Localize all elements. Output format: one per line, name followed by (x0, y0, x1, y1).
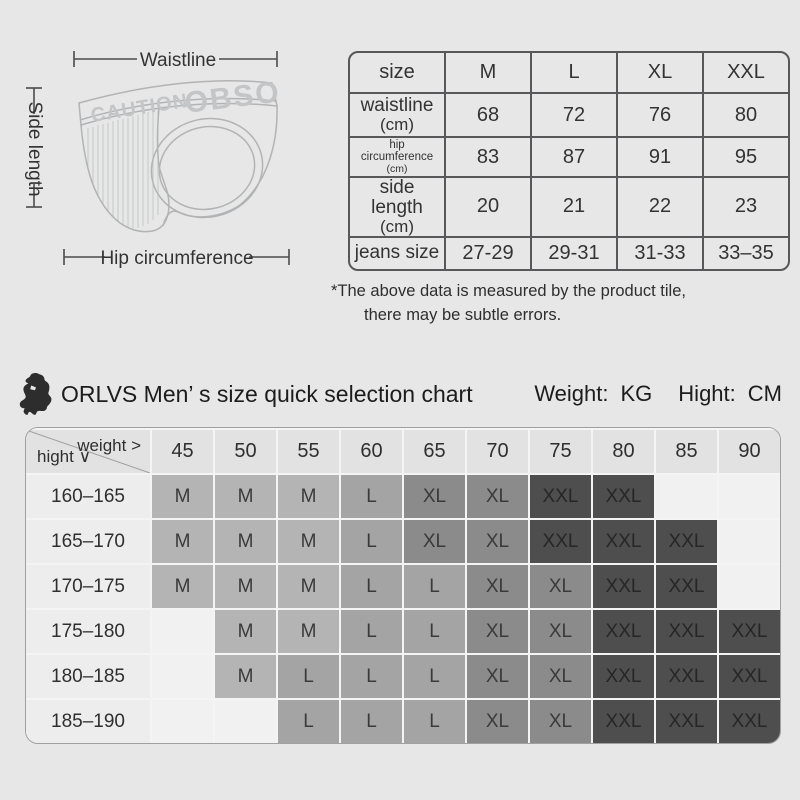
grid-size-cell: XXL (591, 563, 654, 608)
measurement-diagram (0, 0, 335, 300)
grid-size-cell: L (339, 473, 402, 518)
underwear-illustration (79, 75, 282, 231)
grid-weight-header: 80 (591, 428, 654, 473)
grid-size-cell: M (276, 518, 339, 563)
grid-size-cell: M (213, 608, 276, 653)
note-line-1: *The above data is measured by the product tile, (331, 282, 686, 300)
grid-row (26, 653, 780, 698)
grid-size-cell: XXL (528, 518, 591, 563)
waistband-caution-text: CAUTION (89, 89, 190, 127)
size-selection-grid (25, 427, 781, 744)
grid-size-cell: L (339, 518, 402, 563)
grid-size-cell: XXL (654, 563, 717, 608)
size-table-col-header: L (530, 53, 616, 92)
size-table-value: 91 (616, 136, 702, 176)
grid-height-label: 175–180 (26, 608, 150, 653)
size-table-value: 29-31 (530, 236, 616, 269)
grid-corner-cell (26, 428, 150, 473)
size-table-row (350, 236, 788, 269)
row-label-unit: (cm) (380, 115, 414, 135)
grid-size-cell (150, 698, 213, 743)
selection-chart-header (16, 370, 782, 418)
size-table-value: 83 (444, 136, 530, 176)
grid-size-cell (717, 518, 780, 563)
grid-weight-header: 65 (402, 428, 465, 473)
size-spec-table (348, 51, 790, 271)
size-table-value: 95 (702, 136, 788, 176)
size-table-row-label (350, 176, 444, 236)
waistband-brand-text: OBSO (182, 75, 283, 120)
grid-weight-header: 70 (465, 428, 528, 473)
grid-weight-header: 90 (717, 428, 780, 473)
grid-size-cell: M (213, 653, 276, 698)
size-table-value: 80 (702, 92, 788, 136)
grid-size-cell: XXL (528, 473, 591, 518)
size-table-row (350, 92, 788, 136)
grid-size-cell: XXL (717, 608, 780, 653)
size-table-value: 23 (702, 176, 788, 236)
size-table-col-header: XL (616, 53, 702, 92)
size-table-col-header: XXL (702, 53, 788, 92)
grid-row (26, 563, 780, 608)
height-label: Hight: (678, 381, 736, 406)
size-table-value: 72 (530, 92, 616, 136)
grid-size-cell: L (402, 653, 465, 698)
grid-size-cell: XL (465, 608, 528, 653)
height-unit: CM (747, 381, 782, 406)
grid-size-cell: XXL (591, 698, 654, 743)
size-table-row (350, 176, 788, 236)
grid-weight-header: 45 (150, 428, 213, 473)
size-table-row-label (350, 92, 444, 136)
grid-size-cell: XXL (717, 653, 780, 698)
grid-size-cell (213, 698, 276, 743)
grid-size-cell: XL (528, 608, 591, 653)
pouch-ribbing (88, 110, 158, 228)
grid-header-row (26, 428, 780, 473)
grid-size-cell: M (150, 473, 213, 518)
grid-size-cell: L (339, 698, 402, 743)
leg-opening (141, 107, 273, 229)
grid-size-cell: M (276, 608, 339, 653)
grid-size-cell: XL (528, 653, 591, 698)
back-strap (163, 106, 277, 226)
size-table-value: 68 (444, 92, 530, 136)
size-table-value: 20 (444, 176, 530, 236)
grid-size-cell: L (339, 563, 402, 608)
grid-size-cell: XL (465, 698, 528, 743)
weight-label: Weight: (534, 381, 609, 406)
grid-size-cell: M (150, 518, 213, 563)
grid-size-cell: XXL (591, 608, 654, 653)
grid-size-cell: L (402, 608, 465, 653)
size-table-value: 22 (616, 176, 702, 236)
note-line-2: there may be subtle errors. (364, 305, 562, 324)
grid-size-cell: XL (465, 563, 528, 608)
grid-row (26, 473, 780, 518)
grid-size-cell: M (213, 563, 276, 608)
grid-size-cell (150, 653, 213, 698)
row-label-name: hip circumference (360, 139, 434, 164)
grid-size-cell: XL (465, 473, 528, 518)
size-table-row-label (350, 136, 444, 176)
size-table-value: 21 (530, 176, 616, 236)
grid-size-cell (717, 563, 780, 608)
grid-size-cell: XL (465, 518, 528, 563)
grid-size-cell: M (276, 473, 339, 518)
grid-size-cell: XXL (654, 518, 717, 563)
size-table-value: 31-33 (616, 236, 702, 269)
grid-weight-header: 85 (654, 428, 717, 473)
grid-size-cell: M (213, 473, 276, 518)
grid-size-cell (717, 473, 780, 518)
grid-size-cell: XXL (591, 518, 654, 563)
hip-measure (64, 248, 289, 269)
grid-size-cell: XXL (654, 653, 717, 698)
grid-height-label: 170–175 (26, 563, 150, 608)
row-label-name: waistline (360, 95, 434, 117)
weight-unit: KG (620, 381, 653, 406)
grid-height-label: 185–190 (26, 698, 150, 743)
grid-size-cell: M (150, 563, 213, 608)
grid-weight-header: 50 (213, 428, 276, 473)
size-table-row-label (350, 236, 444, 269)
side-length-label: Side length (24, 101, 45, 197)
brand-logo-icon (16, 372, 54, 416)
units-legend (534, 381, 782, 407)
row-label-name: jeans size (354, 242, 440, 264)
size-table-row (350, 136, 788, 176)
row-label-unit: (cm) (380, 216, 414, 236)
grid-size-cell: XL (528, 698, 591, 743)
grid-size-cell: L (276, 653, 339, 698)
grid-row (26, 608, 780, 653)
grid-size-cell: XXL (591, 473, 654, 518)
grid-size-cell (654, 473, 717, 518)
corner-height-label: hight ∨ (37, 447, 92, 466)
grid-size-cell: XXL (654, 608, 717, 653)
grid-height-label: 165–170 (26, 518, 150, 563)
grid-size-cell: L (339, 608, 402, 653)
grid-size-cell: L (402, 698, 465, 743)
corner-weight-label: weight > (77, 436, 141, 455)
size-table-col-header: M (444, 53, 530, 92)
grid-row (26, 698, 780, 743)
grid-weight-header: 55 (276, 428, 339, 473)
grid-size-cell: XL (402, 473, 465, 518)
grid-weight-header: 60 (339, 428, 402, 473)
hip-circumference-label: Hip circumference (100, 248, 254, 269)
grid-row (26, 518, 780, 563)
size-table-value: 33–35 (702, 236, 788, 269)
grid-size-cell: XL (528, 563, 591, 608)
size-table-value: 27-29 (444, 236, 530, 269)
grid-size-cell: XXL (717, 698, 780, 743)
grid-size-cell: XXL (591, 653, 654, 698)
waistline-label: Waistline (139, 50, 217, 71)
grid-size-cell: L (276, 698, 339, 743)
grid-size-cell: XXL (654, 698, 717, 743)
grid-size-cell: L (339, 653, 402, 698)
size-table-corner-header: size (379, 61, 415, 83)
leg-opening-rim (151, 117, 264, 220)
grid-size-cell: L (402, 563, 465, 608)
grid-weight-header: 75 (528, 428, 591, 473)
selection-chart-title: ORLVS Men’ s size quick selection chart (61, 380, 473, 407)
grid-height-label: 180–185 (26, 653, 150, 698)
size-table-value: 87 (530, 136, 616, 176)
grid-size-cell: M (276, 563, 339, 608)
side-length-measure (24, 88, 45, 207)
measurement-note (331, 280, 686, 328)
grid-size-cell: M (213, 518, 276, 563)
size-table-value: 76 (616, 92, 702, 136)
row-label-unit: (cm) (386, 162, 408, 175)
row-label-name: side length (371, 177, 423, 218)
size-table-header-row (350, 53, 788, 92)
waistline-measure (74, 50, 277, 71)
grid-size-cell: XL (465, 653, 528, 698)
grid-height-label: 160–165 (26, 473, 150, 518)
grid-size-cell (150, 608, 213, 653)
grid-size-cell: XL (402, 518, 465, 563)
